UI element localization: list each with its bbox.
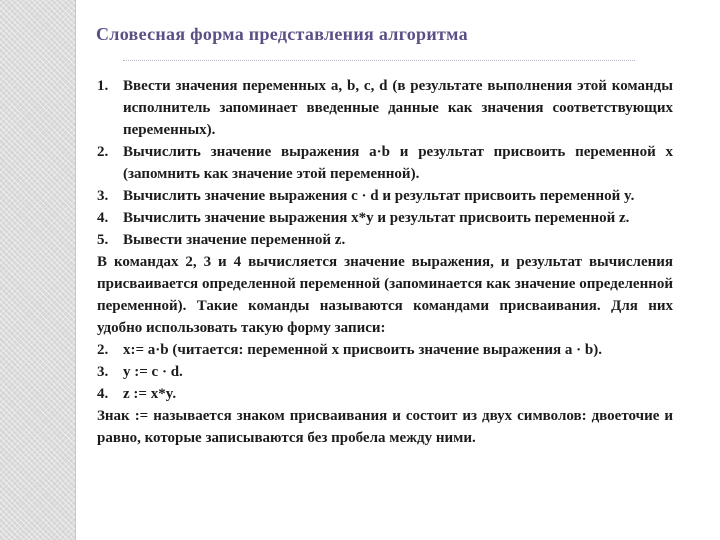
title-divider: [123, 60, 635, 61]
step-number: 3.: [97, 188, 109, 204]
slide-title: Словесная форма представления алгоритма: [96, 24, 468, 44]
step-text: Вычислить значение выражения x*y и результат присвоить переменной z.: [123, 210, 630, 226]
assignment-text: y := c · d.: [123, 364, 183, 380]
step-text: Вывести значение переменной z.: [123, 232, 346, 248]
assignment-item: [97, 361, 673, 383]
assignment-number: 3.: [97, 364, 109, 380]
step-item: [97, 207, 673, 229]
closing-paragraph: Знак := называется знаком присваивания и состоит из двух символов: двоеточие и равно, которые записываются без пробела между ними.: [97, 408, 673, 446]
step-text: Вычислить значение выражения a·b и результат присвоить переменной x (запомнить как значение этой переменной).: [123, 144, 673, 182]
step-number: 2.: [97, 144, 109, 160]
step-number: 5.: [97, 232, 109, 248]
assignment-number: 2.: [97, 342, 109, 358]
step-number: 1.: [97, 78, 109, 94]
assignment-text: z := x*y.: [123, 386, 177, 402]
step-item: [97, 75, 673, 141]
step-item: [97, 229, 673, 251]
step-text: Вычислить значение выражения c · d и результат присвоить переменной y.: [123, 188, 635, 204]
step-number: 4.: [97, 210, 109, 226]
assignment-number: 4.: [97, 386, 109, 402]
assignment-item: [97, 383, 673, 405]
left-decorative-band: [0, 0, 76, 540]
assignment-item: [97, 339, 673, 361]
assignment-text: x:= a·b (читается: переменной x присвоить значение выражения a · b).: [123, 342, 602, 358]
step-text: Ввести значения переменных a, b, c, d (в результате выполнения этой команды исполнитель запоминает введенные данные как значения соответствующих переменных).: [123, 78, 673, 138]
slide: [75, 0, 720, 540]
step-item: [97, 185, 673, 207]
step-item: [97, 141, 673, 185]
slide-body: [97, 75, 673, 449]
explanation-paragraph: В командах 2, 3 и 4 вычисляется значение выражения, и результат вычисления присваивается определенной переменной (запоминается как значение определенной переменной). Такие команды называются командами присваивания. Для них удобно использовать такую форму записи:: [97, 254, 673, 336]
